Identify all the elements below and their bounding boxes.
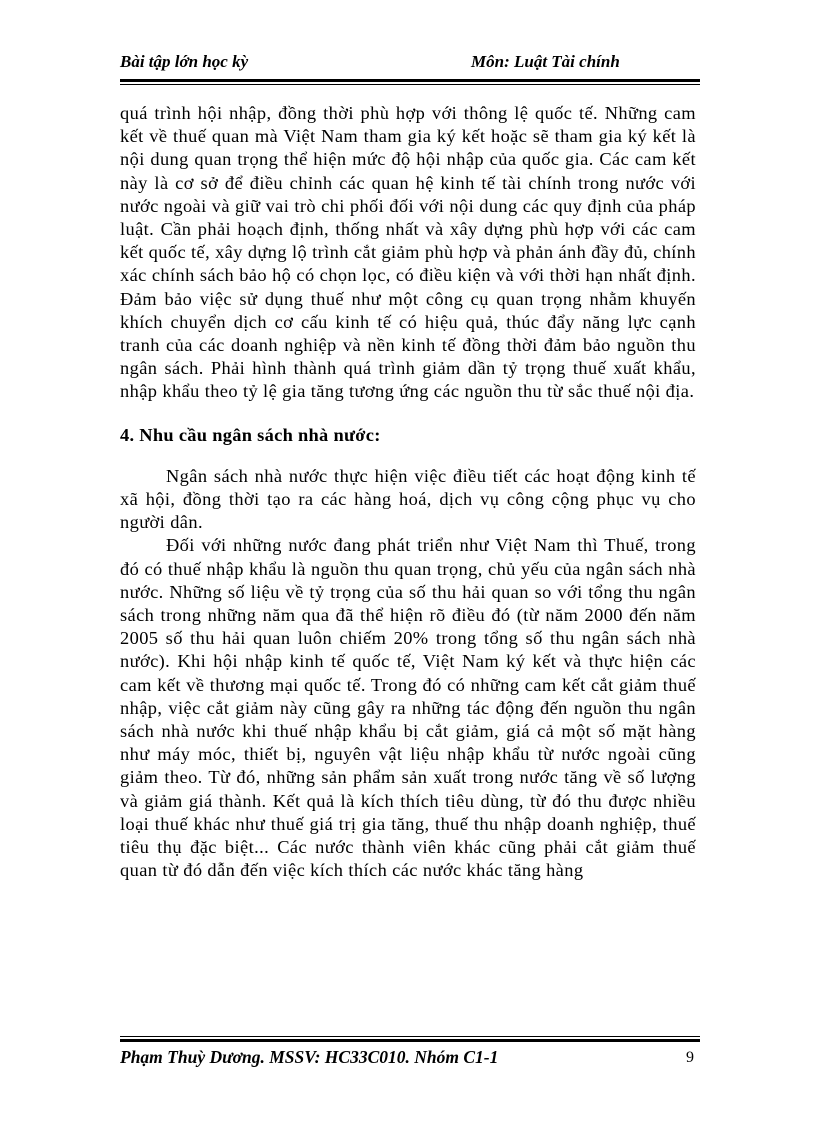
header-rule [120,79,700,82]
paragraph: Ngân sách nhà nước thực hiện việc điều tiết các hoạt động kinh tế xã hội, đồng thời tạo ra các hàng hoá, dịch vụ công cộng phục vụ cho người dân. [120,465,696,533]
footer-rule-thin [120,1036,700,1037]
paragraph-continuation: quá trình hội nhập, đồng thời phù hợp với thông lệ quốc tế. Những cam kết về thuế quan mà Việt Nam tham gia ký kết hoặc sẽ tham gia ký kết là nội dung quan trọng thể hiện mức độ hội nhập của quốc gia. Các cam kết này là cơ sở để điều chỉnh các quan hệ kinh tế tài chính trong nước với nước ngoài và giữ vai trò chi phối đối với nội dung các quy định của pháp luật. Cần phải hoạch định, thống nhất và xây dựng phù hợp với các cam kết quốc tế, xây dựng lộ trình cắt giảm phù hợp và phản ánh đầy đủ, chính xác chính sách bảo hộ có chọn lọc, có điều kiện và với thời hạn nhất định. Đảm bảo việc sử dụng thuế như một công cụ quan trọng nhằm khuyến khích chuyển dịch cơ cấu kinh tế có hiệu quả, thúc đẩy năng lực cạnh tranh của các doanh nghiệp và nền kinh tế đồng thời đảm bảo nguồn thu ngân sách. Phải hình thành quá trình giảm dần tỷ trọng thuế xuất khẩu, nhập khẩu theo tỷ lệ gia tăng tương ứng các nguồn thu từ sắc thuế nội địa. [120,103,696,402]
header-subject: Môn: Luật Tài chính [471,52,620,71]
page-header [0,52,816,76]
footer-author: Phạm Thuỳ Dương. MSSV: HC33C010. Nhóm C1-1 [120,1047,499,1067]
paragraph: Đối với những nước đang phát triển như Việt Nam thì Thuế, trong đó có thuế nhập khẩu là nguồn thu quan trọng, chủ yếu của ngân sách nhà nước. Những số liệu về tỷ trọng của số thu hải quan so với tổng thu ngân sách trong những năm qua đã thể hiện rõ điều đó (từ năm 2000 đến năm 2005 số thu hải quan luôn chiếm 20% trong tổng số thu ngân sách nhà nước). Khi hội nhập kinh tế quốc tế, Việt Nam ký kết và thực hiện các cam kết về thương mại quốc tế. Trong đó có những cam kết cắt giảm thuế nhập, việc cắt giảm này cũng gây ra những tác động đến nguồn thu ngân sách nhà nước khi thuế nhập khẩu bị cắt giảm, giá cả một số mặt hàng như máy móc, thiết bị, nguyên vật liệu nhập khẩu từ nước ngoài cũng giảm theo. Từ đó, những sản phẩm sản xuất trong nước tăng về số lượng và giảm giá thành. Kết quả là kích thích tiêu dùng, từ đó thu được nhiều loại thuế khác như thuế giá trị gia tăng, thuế thu nhập doanh nghiệp, thuế tiêu thụ đặc biệt... Các nước thành viên khác cũng phải cắt giảm thuế quan từ đó dẫn đến việc kích thích các nước khác tăng hàng [120,535,696,881]
section-heading: 4. Nhu cầu ngân sách nhà nước: [120,424,381,445]
page-body [120,102,696,883]
page-number: 9 [686,1049,694,1066]
header-rule-thin [120,84,700,85]
footer-rule [120,1039,700,1042]
header-course-title: Bài tập lớn học kỳ [120,52,249,71]
